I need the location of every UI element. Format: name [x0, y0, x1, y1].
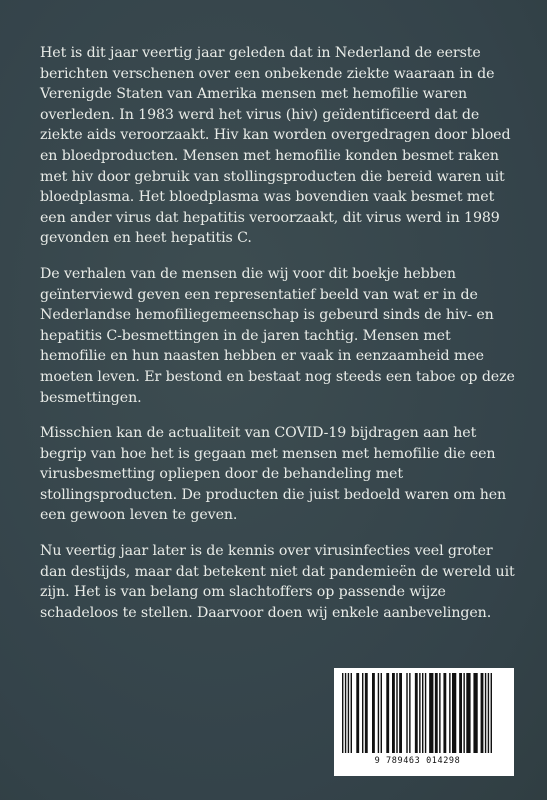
barcode-bar: [372, 673, 375, 753]
blurb-paragraph-1: Het is dit jaar veertig jaar geleden dat in Nederland de eerste berichten verschenen over een onbekende ziekte waaraan in de Verenigde Staten van Amerika mensen met hemofilie waren overleden. In 1983 werd het virus (hiv) geïdentificeerd dat de ziekte aids veroorzaakt. Hiv kan worden overgedragen door bloed en bloedproducten. Mensen met hemofilie konden besmet raken met hiv door gebruik van stollingsproducten die bereid waren uit bloedplasma. Het bloedplasma was bovendien vaak besmet met een ander virus dat hepatitis veroorzaakt, dit virus werd in 1989 gevonden en heet hepatitis C.: [40, 45, 511, 247]
barcode-bar: [419, 673, 420, 753]
barcode-bar: [491, 673, 492, 753]
isbn-number: 9 789463 014298: [374, 756, 461, 766]
barcode-bar: [392, 673, 395, 753]
barcode-bar: [488, 673, 489, 753]
blurb-text: [40, 43, 520, 638]
barcode-bar: [473, 673, 477, 753]
blurb-paragraph-3: Misschien kan de actualiteit van COVID-19 bijdragen aan het begrip van hoe het is gegaan met mensen met hemofilie die een virusbesmetting opliepen door de behandeling met stollingsproducten. De producten die juist bedoeld waren om hen een gewoon leven te geven.: [40, 425, 507, 524]
barcode-bar: [342, 673, 343, 753]
blurb-paragraph-4: Nu veertig jaar later is de kennis over virusinfecties veel groter dan destijds, maar dat betekent niet dat pandemieën de wereld uit zijn. Het is van belang om slachtoffers op passende wijze schadeloos te stellen. Daarvoor doen wij enkele aanbevelingen.: [40, 543, 515, 621]
barcode-bar: [345, 673, 346, 753]
barcode-bar: [365, 673, 368, 753]
barcode-bar: [463, 673, 464, 753]
barcode-bar: [351, 673, 352, 753]
isbn-barcode: [334, 668, 514, 776]
barcode-bars: [340, 673, 496, 755]
barcode-bar: [481, 673, 484, 753]
barcode-bar: [422, 673, 423, 753]
barcode-bar: [381, 673, 382, 753]
barcode-bar: [429, 673, 433, 753]
barcode-bar: [485, 673, 486, 753]
barcode-bar: [386, 673, 389, 753]
barcode-bar: [449, 673, 450, 753]
barcode-bar: [396, 673, 397, 753]
barcode-bar: [459, 673, 462, 753]
barcode-bar: [439, 673, 440, 753]
barcode-bar: [399, 673, 402, 753]
barcode-bar: [466, 673, 470, 753]
blurb-paragraph-2: De verhalen van de mensen die wij voor dit boekje hebben geïnterviewd geven een representatief beeld van wat er in de Nederlandse hemofiliegemeenschap is gebeurd sinds de hiv- en hepatitis C-besmettingen in de jaren tachtig. Mensen met hemofilie en hun naasten hebben er vaak in eenzaamheid mee moeten leven. Er bestond en bestaat nog steeds een taboe op deze besmettingen.: [40, 265, 515, 406]
barcode-bar: [348, 673, 349, 753]
barcode-bar: [425, 673, 426, 753]
barcode-bar: [452, 673, 456, 753]
barcode-bar: [406, 673, 407, 753]
barcode-bar: [356, 673, 359, 753]
barcode-bar: [415, 673, 418, 753]
barcode-bar: [378, 673, 379, 753]
barcode-bar: [443, 673, 446, 753]
barcode-bar: [435, 673, 438, 753]
barcode-bar: [362, 673, 363, 753]
barcode-bar: [409, 673, 410, 753]
